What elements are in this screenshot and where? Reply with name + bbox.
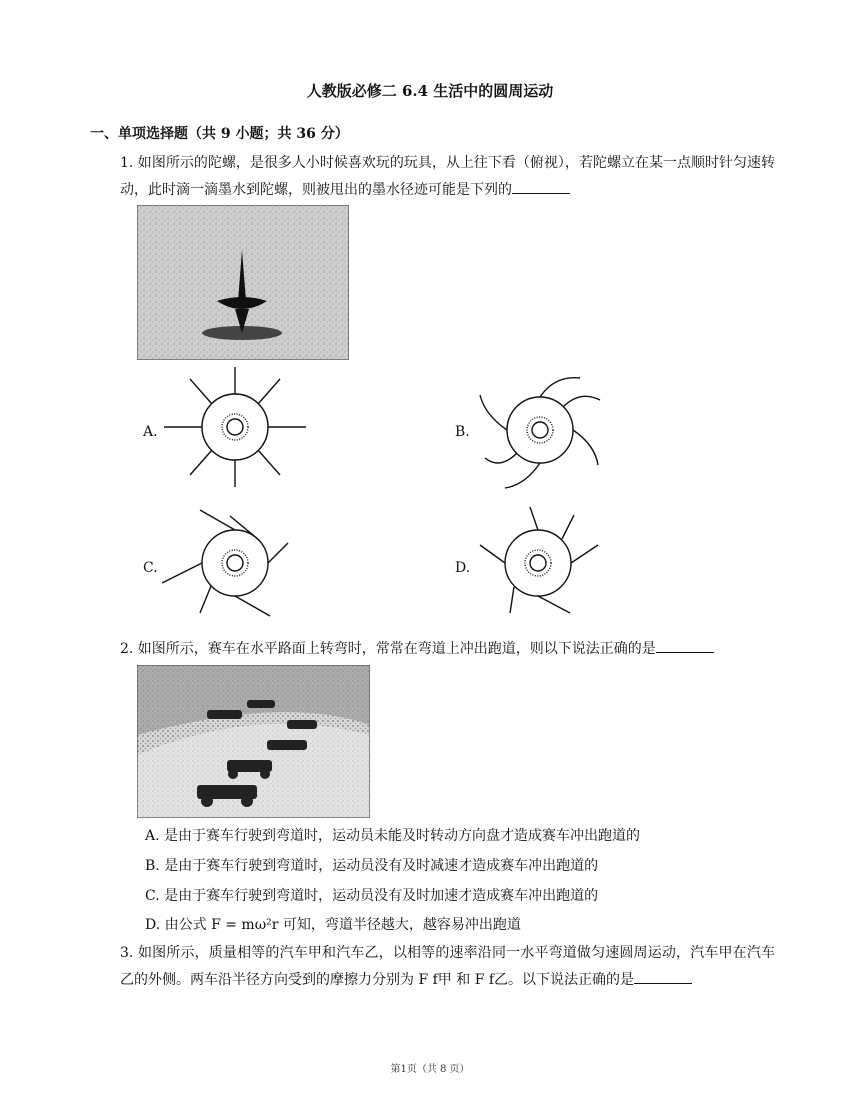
option-c-diagram bbox=[160, 508, 300, 618]
answer-blank bbox=[634, 969, 692, 984]
spinning-top-photo bbox=[137, 205, 349, 360]
q2-choice-a: A. 是由于赛车行驶到弯道时，运动员未能及时转动方向盘才造成赛车冲出跑道的 bbox=[145, 828, 641, 844]
q2-choice-b: B. 是由于赛车行驶到弯道时，运动员没有及时减速才造成赛车冲出跑道的 bbox=[145, 858, 599, 874]
option-b-label: B. bbox=[455, 424, 470, 440]
page-footer: 第1页（共 8 页） bbox=[390, 1064, 470, 1075]
q2-choice-c: C. 是由于赛车行驶到弯道时，运动员没有及时加速才造成赛车冲出跑道的 bbox=[145, 888, 599, 904]
section-heading: 一、单项选择题（共 9 小题；共 36 分） bbox=[90, 126, 349, 142]
question-3-text: 3. 如图所示，质量相等的汽车甲和汽车乙，以相等的速率沿同一水平弯道做匀速圆周运动，汽车甲在汽车乙的外侧。两车沿半径方向受到的摩擦力分别为 F f甲 和 F f乙。以下说法正确的是 bbox=[120, 945, 775, 988]
option-b-diagram bbox=[470, 370, 610, 495]
q2-choice-d: D. 由公式 F = mω²r 可知，弯道半径越大，越容易冲出跑道 bbox=[145, 917, 521, 933]
page-title: 人教版必修二 6.4 生活中的圆周运动 bbox=[306, 82, 554, 100]
question-1 bbox=[120, 150, 775, 204]
option-d-label: D. bbox=[455, 560, 471, 576]
option-c-label: C. bbox=[143, 560, 158, 576]
question-3 bbox=[120, 940, 775, 994]
question-2-text: 2. 如图所示，赛车在水平路面上转弯时，常常在弯道上冲出跑道，则以下说法正确的是 bbox=[120, 641, 656, 657]
question-2 bbox=[120, 636, 775, 663]
answer-blank bbox=[656, 638, 714, 653]
option-a-diagram bbox=[160, 365, 310, 490]
option-a-label: A. bbox=[143, 424, 158, 440]
option-d-diagram bbox=[470, 505, 605, 617]
race-cars-photo bbox=[137, 665, 370, 818]
answer-blank bbox=[512, 179, 570, 194]
question-1-text: 1. 如图所示的陀螺，是很多人小时候喜欢玩的玩具，从上往下看（俯视），若陀螺立在某一点顺时针匀速转动，此时滴一滴墨水到陀螺，则被甩出的墨水径迹可能是下列的 bbox=[120, 155, 775, 198]
